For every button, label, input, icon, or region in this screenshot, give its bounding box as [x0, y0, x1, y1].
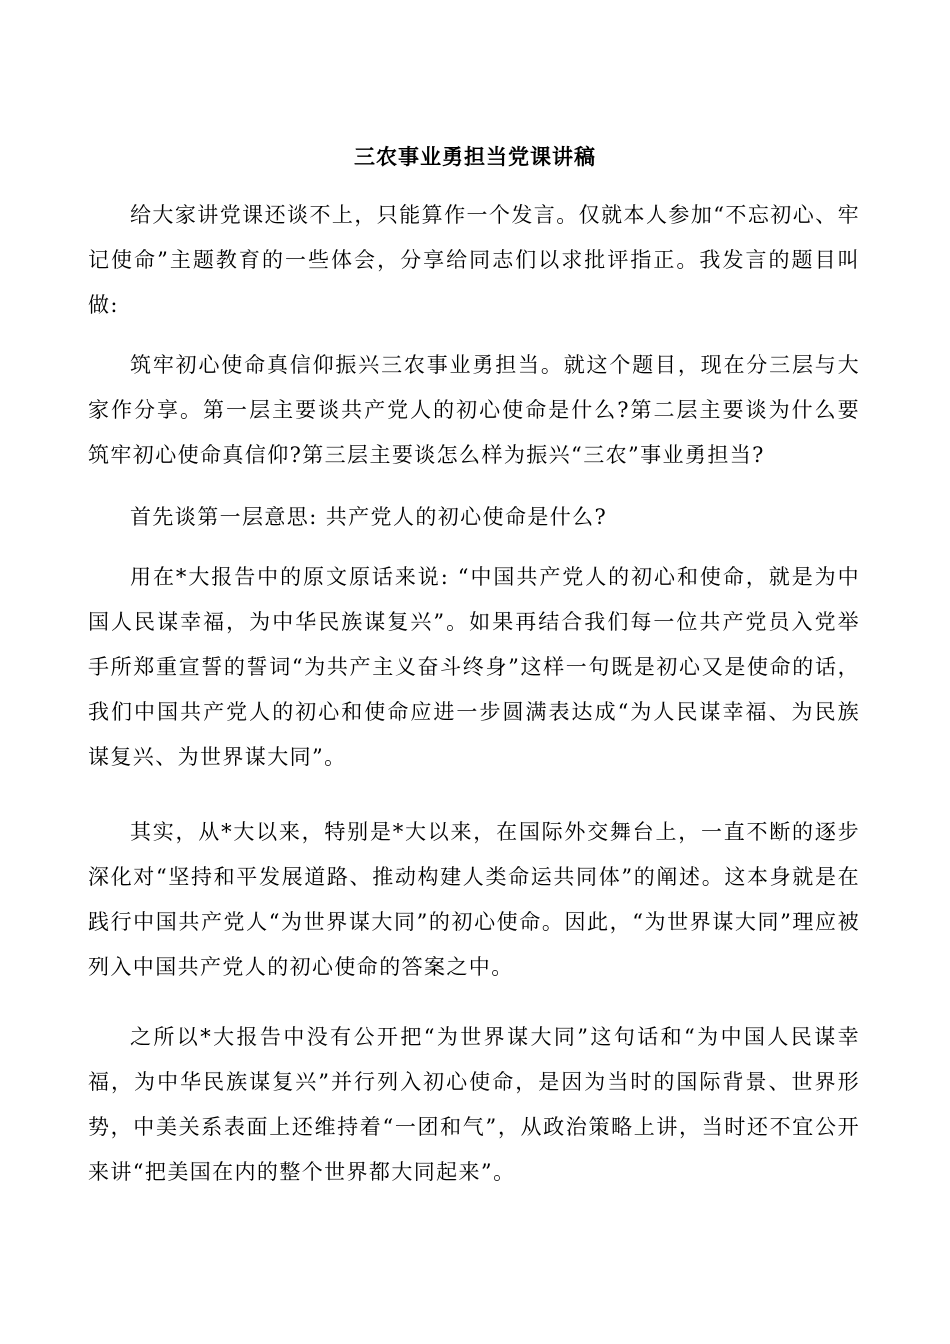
- paragraph-3: 首先谈第一层意思: 共产党人的初心使命是什么?: [130, 505, 608, 529]
- paragraph-4: 用在*大报告中的原文原话来说: “中国共产党人的初心和使命，就是为中国人民谋幸福，为中华民族谋复兴”。如果再结合我们每一位共产党员入党举手所郑重宣誓的誓词“为共产主义奋斗终身”这样一句既是初心又是使命的话，我们中国共产党人的初心和使命应进一步圆满表达成“为人民谋幸福、为民族谋复兴、为世界谋大同”。: [88, 565, 860, 769]
- paragraph-5: 其实，从*大以来，特别是*大以来，在国际外交舞台上，一直不断的逐步深化对“坚持和平发展道路、推动构建人类命运共同体”的阐述。这本身就是在践行中国共产党人“为世界谋大同”的初心使命。因此，“为世界谋大同”理应被列入中国共产党人的初心使命的答案之中。: [88, 820, 860, 979]
- document-title: 三农事业勇担当党课讲稿: [354, 144, 596, 169]
- paragraph-1: 给大家讲党课还谈不上，只能算作一个发言。仅就本人参加“不忘初心、牢记使命”主题教育的一些体会，分享给同志们以求批评指正。我发言的题目叫做:: [88, 203, 860, 317]
- paragraph-6: 之所以*大报告中没有公开把“为世界谋大同”这句话和“为中国人民谋幸福，为中华民族谋复兴”并行列入初心使命，是因为当时的国际背景、世界形势，中美关系表面上还维持着“一团和气”，从政治策略上讲，当时还不宜公开来讲“把美国在内的整个世界都大同起来”。: [88, 1025, 860, 1184]
- paragraph-2: 筑牢初心使命真信仰振兴三农事业勇担当。就这个题目，现在分三层与大家作分享。第一层主要谈共产党人的初心使命是什么?第二层主要谈为什么要筑牢初心使命真信仰?第三层主要谈怎么样为振兴“三农”事业勇担当?: [88, 353, 860, 467]
